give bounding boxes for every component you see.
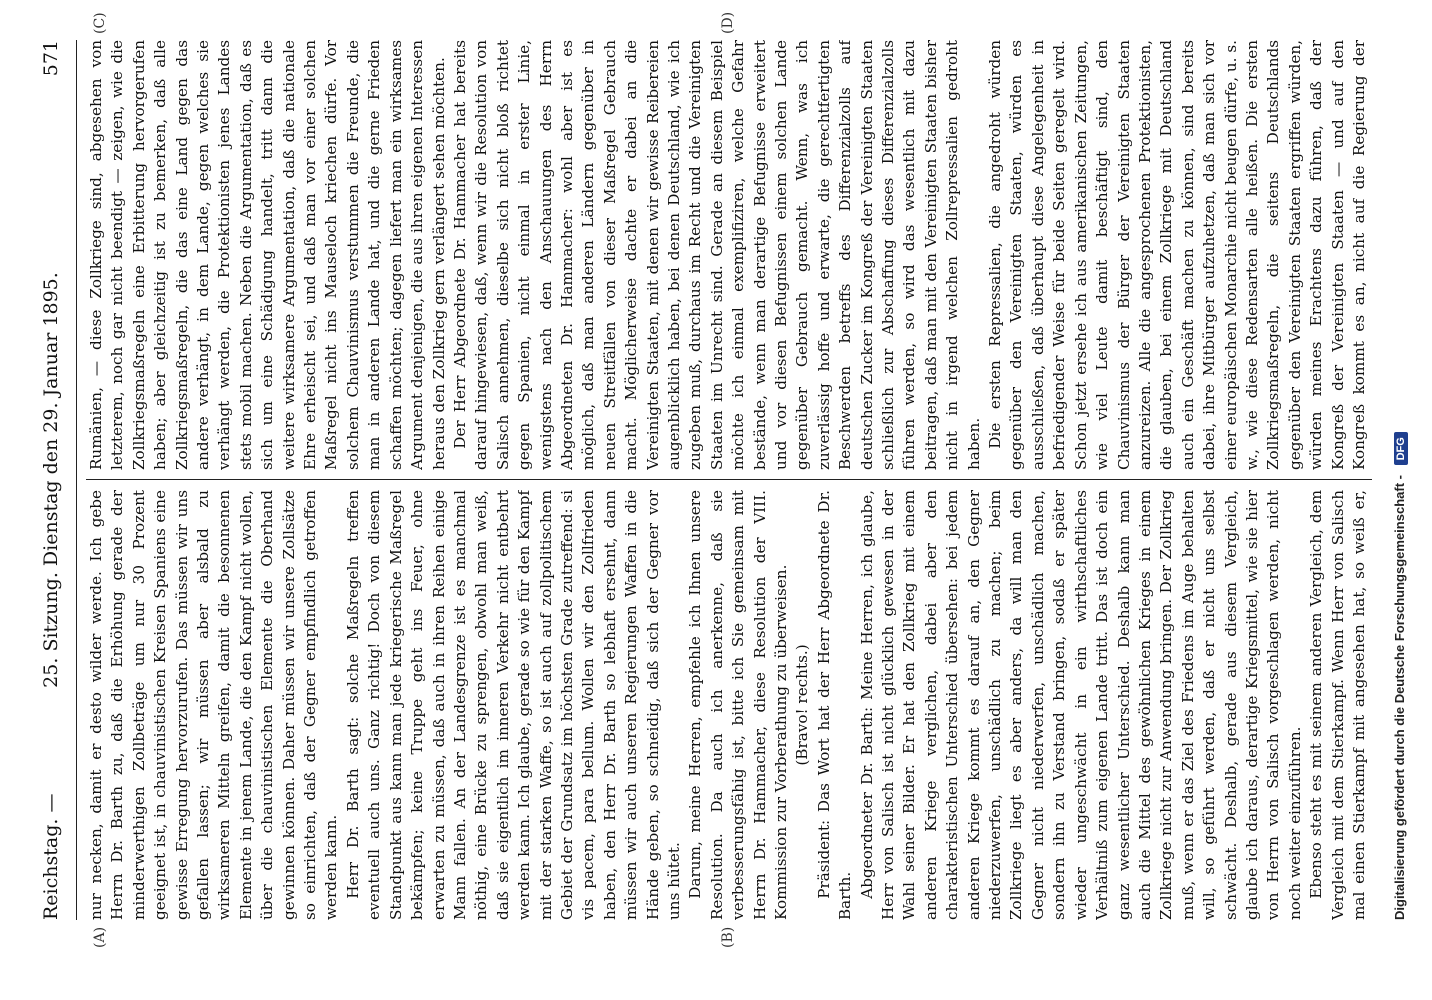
margin-marker-d: (D) xyxy=(720,11,736,34)
margin-marker-b: (B) xyxy=(720,926,736,948)
footer-text: Digitalisierung gefördert durch die Deutsche Forschungsgemeinschaft - xyxy=(1392,475,1407,920)
header-center: 25. Sitzung. Dienstag den 29. Januar 1895. xyxy=(40,272,62,688)
left-paragraph-5: Abgeordneter Dr. Barth: Meine Herren, ich glaube, Herr von Salisch ist nicht glücklich gewesen in der Wahl seiner Bilder. Er hat den Zollkrieg mit einem anderen Kriege verglichen, dabei aber den charakteristischen Unterschied übersehen: bei jedem anderen Kriege kommt es darauf an, den Gegner niederzuwerfen, unschädlich zu machen; beim Zollkriege liegt es aber anders, da will man den Gegner nicht niederwerfen, unschädlich machen, sondern ihn zu Verstand bringen, sodaß er später wieder ungeschwächt in ein wirthschaftliches Verhältniß zum eigenen Lande tritt. Das ist doch ein ganz wesentlicher Unterschied. Deshalb kann man auch die Mittel des gewöhnlichen Krieges in einem Zollkriege nicht zur Anwendung bringen. Der Zollkrieg muß, wenn er das Ziel des Friedens im Auge behalten will, so geführt werden, daß er nicht uns selbst schwächt. Deshalb, gerade aus diesem Vergleich, glaube ich daraus, derartige Kriegsmittel, wie sie hier von Herrn von Salisch vorgeschlagen werden, nicht noch weiter einzuführen. xyxy=(857,490,1304,920)
left-paragraph-6: Ebenso steht es mit seinem anderen Vergleich, dem Vergleich mit dem Stierkampf. Wenn Herr von Salisch mal einen Stierkampf mit angesehen hat, so weiß er, xyxy=(1307,490,1368,920)
right-column xyxy=(86,40,1372,470)
right-paragraph-3: Die ersten Repressalien, die angedroht würden gegenüber den Vereinigten Staaten, würden es ausschließen, daß überhaupt diese Angelegenheit in befriedigender Weise für beide Seiten geregelt wird. Schon jetzt ersehe ich aus amerikanischen Zeitungen, wie viel Leute damit beschäftigt sind, den Chauvinismus der Bürger der Vereinigten Staaten anzureizen. Alle die angesprochenen Protektionisten, die glauben, bei einem Zollkriege mit Deutschland auch ein Geschäft machen zu können, sind bereits dabei, ihre Mitbürger aufzuhetzen, daß man sich vor einer europäischen Monarchie nicht beugen dürfe, u. s. w., wie diese Redensarten alle heißen. Die ersten Zollkriegsmaßregeln, die seitens Deutschlands gegenüber den Vereinigten Staaten ergriffen würden, würden meines Erachtens dazu führen, daß der Kongreß der Vereinigten Staaten — und auf den Kongreß kommt es an, nicht auf die Regierung der xyxy=(986,40,1368,470)
margin-marker-c: (C) xyxy=(92,12,108,34)
dfg-logo: DFG xyxy=(1394,432,1408,465)
right-paragraph-1: Rumänien, — diese Zollkriege sind, abgesehen von letzterem, noch gar nicht beendigt — zeigen, wie die Zollkriegsmaßregeln eine Erbitterung hervorgerufen haben; aber gleichzeitig ist zu bemerken, daß alle Zollkriegsmaßregeln, die das eine Land gegen das andere verhängt, in dem Lande, gegen welches sie verhängt werden, die Protektionisten jenes Landes stets mobil machen. Neben die Argumentation, daß es sich um eine Schädigung handelt, tritt dann die weitere wirksamere Argumentation, daß die nationale Ehre erheischt sei, und daß man vor einer solchen Maßregel nicht ins Mauseloch kriechen dürfe. Vor solchem Chauvinismus verstummen die Freunde, die man in anderen Lande hat, und die gerne Frieden schaffen möchten; dagegen liefert man ein wirksames Argument denjenigen, die aus ihren eigenen Interessen heraus den Zollkrieg gern verlängert sehen möchten. xyxy=(87,40,448,470)
header-rule xyxy=(76,40,77,920)
applause-note: (Bravo! rechts.) xyxy=(793,644,812,766)
column-divider xyxy=(86,479,1372,480)
left-paragraph-4: Präsident: Das Wort hat der Herr Abgeordnete Dr. Barth. xyxy=(814,490,855,920)
left-column xyxy=(86,490,1372,920)
digitization-footer xyxy=(1392,40,1408,920)
header-left: Reichstag. — xyxy=(40,793,62,920)
left-paragraph-1: nur necken, damit er desto wilder werde. Ich gebe Herrn Dr. Barth zu, daß die Erhöhung gerade der minderwerthigen Zollbeträge um nur 30 Prozent geeignet ist, in chauvinistischen Kreisen Spaniens eine gewisse Erregung hervorzurufen. Das müssen wir uns gefallen lassen; wir müssen aber alsbald zu wirksameren Mitteln greifen, damit die besonnenen Elemente in jenem Lande, die den Kampf nicht wollen, über die chauvinistischen Elemente die Oberhand gewinnen können. Daher müssen wir unsere Zollsätze so einrichten, daß der Gegner empfindlich getroffen werden kann. xyxy=(87,490,341,920)
page-header xyxy=(40,40,70,920)
left-paragraph-2: Herr Dr. Barth sagt: solche Maßregeln treffen eventuell auch uns. Ganz richtig! Doch von diesem Standpunkt aus kann man jede kriegerische Maßregel bekämpfen; keine Truppe geht ins Feuer, ohne erwarten zu müssen, daß auch in ihren Reihen einige Mann fallen. An der Landesgrenze ist es manchmal nöthig, eine Brücke zu sprengen, obwohl man weiß, daß sie eigentlich im inneren Verkehr nicht entbehrt werden kann. Ich glaube, gerade so wie für den Kampf mit der starken Waffe, so ist auch auf zollpolitischem Gebiet der Grundsatz im höchsten Grade zutreffend: si vis pacem, para bellum. Wollen wir den Zollfrieden haben, den Herr Dr. Barth so lebhaft ersehnt, dann müssen wir auch unseren Regierungen Waffen in die Hände geben, so schneidig, daß sich der Gegner vor uns hütet. xyxy=(343,490,683,920)
right-paragraph-2: Der Herr Abgeordnete Dr. Hammacher hat bereits darauf hingewiesen, daß, wenn wir die Resolution von Salisch annehmen, dieselbe sich nicht bloß richtet gegen Spanien, nicht einmal in erster Linie, wenigstens nach den Anschauungen des Herrn Abgeordneten Dr. Hammacher: wohl aber ist es möglich, daß man anderen Ländern gegenüber in neuen Streitfällen von dieser Maßregel Gebrauch macht. Möglicherweise dachte er dabei an die Vereinigten Staaten, mit denen wir gewisse Reibereien augenblicklich haben, bei denen Deutschland, wie ich zugeben muß, durchaus im Recht und die Vereinigten Staaten im Unrecht sind. Gerade an diesem Beispiel möchte ich einmal exemplifiziren, welche Gefahr bestände, wenn man derartige Befugnisse erweitert und vor diesen Befugnissen einem solchen Lande gegenüber Gebrauch gemacht. Wenn, was ich zuverlässig hoffe und erwarte, die gerechtfertigten Beschwerden betreffs des Differenzialzolls auf deutschen Zucker im Kongreß der Vereinigten Staaten schließlich zur Abschaffung dieses Differenzialzolls führen werden, so wird das wesentlich mit dazu beitragen, daß man mit den Vereinigten Staaten bisher nicht in irgend welchen Zollrepressalien gedroht haben. xyxy=(450,40,983,470)
left-paragraph-3: Darum, meine Herren, empfehle ich Ihnen unsere Resolution. Da auch ich anerkenne, daß sie verbesserungsfähig ist, bitte ich Sie gemeinsam mit Herrn Dr. Hammacher, diese Resolution der VIII. Kommission zur Vorberathung zu überweisen. xyxy=(686,490,790,920)
margin-marker-a: (A) xyxy=(92,926,108,948)
page-number: 571 xyxy=(40,40,62,77)
